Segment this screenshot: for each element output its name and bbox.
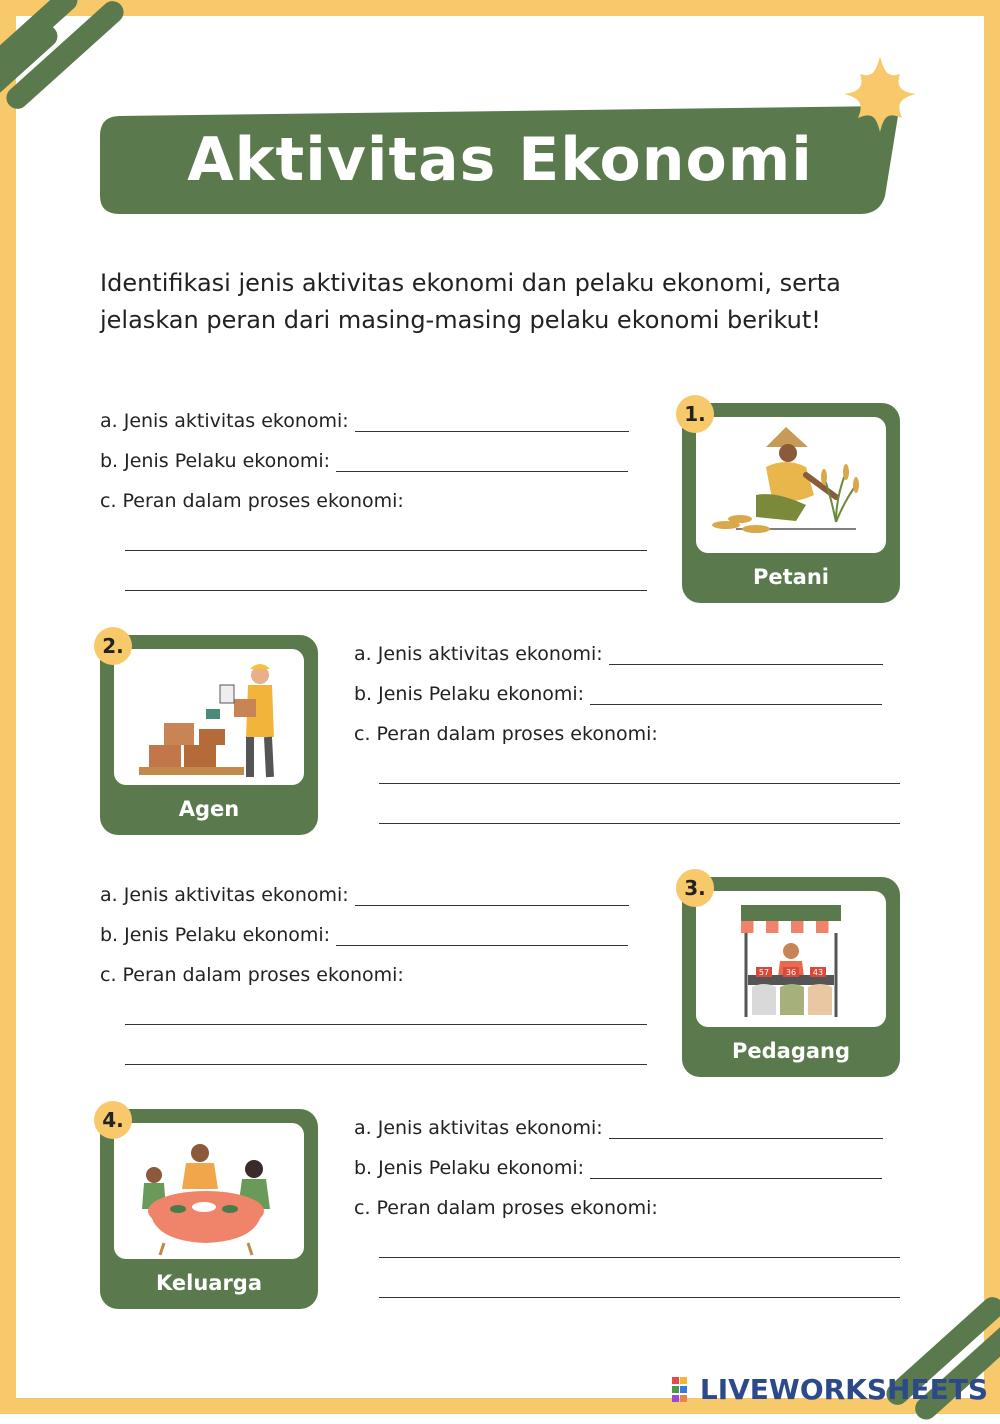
card-caption: Petani xyxy=(753,565,829,589)
delivery-agent-illustration xyxy=(114,649,304,785)
card-keluarga xyxy=(100,1109,318,1309)
card-caption: Pedagang xyxy=(731,1039,851,1063)
question-block-3 xyxy=(100,884,650,1084)
answer-field-actor[interactable] xyxy=(336,945,628,946)
question-block-1 xyxy=(100,410,650,610)
question-a-label: a. Jenis aktivitas ekonomi: xyxy=(354,1117,603,1139)
answer-field-role-line-1[interactable] xyxy=(379,1257,900,1258)
question-block-4 xyxy=(354,1117,904,1317)
answer-field-role-line-2[interactable] xyxy=(379,1297,900,1298)
card-agen xyxy=(100,635,318,835)
question-c-label: c. Peran dalam proses ekonomi: xyxy=(354,723,658,745)
question-b-label: b. Jenis Pelaku ekonomi: xyxy=(100,450,331,472)
answer-field-actor[interactable] xyxy=(590,704,882,705)
question-b-label: b. Jenis Pelaku ekonomi: xyxy=(354,683,585,705)
liveworksheets-watermark xyxy=(672,1373,988,1406)
answer-field-role-line-2[interactable] xyxy=(125,590,647,591)
question-c-label: c. Peran dalam proses ekonomi: xyxy=(354,1197,658,1219)
svg-text:57: 57 xyxy=(758,968,770,977)
answer-field-actor[interactable] xyxy=(590,1178,882,1179)
answer-field-activity[interactable] xyxy=(609,664,883,665)
liveworksheets-logo-icon xyxy=(672,1377,696,1403)
page-title: Aktivitas Ekonomi xyxy=(187,125,813,195)
answer-field-activity[interactable] xyxy=(355,905,629,906)
answer-field-actor[interactable] xyxy=(336,471,628,472)
card-number-badge: 1. xyxy=(676,395,714,433)
market-vendor-illustration xyxy=(696,891,886,1027)
answer-field-role-line-2[interactable] xyxy=(125,1064,647,1065)
card-petani xyxy=(682,403,900,603)
question-block-2 xyxy=(354,643,904,843)
instructions: Identifikasi jenis aktivitas ekonomi dan pelaku ekonomi, serta jelaskan peran dari masing-masing pelaku ekonomi berikut! xyxy=(100,269,841,334)
card-caption: Agen xyxy=(178,797,240,821)
watermark-text: LIVEWORKSHEETS xyxy=(699,1373,988,1406)
card-number-badge: 4. xyxy=(94,1101,132,1139)
answer-field-role-line-2[interactable] xyxy=(379,823,900,824)
card-number-badge: 3. xyxy=(676,869,714,907)
question-c-label: c. Peran dalam proses ekonomi: xyxy=(100,490,404,512)
family-meal-illustration xyxy=(114,1123,304,1259)
question-c-label: c. Peran dalam proses ekonomi: xyxy=(100,964,404,986)
card-number-badge: 2. xyxy=(94,627,132,665)
svg-text:43: 43 xyxy=(812,968,824,977)
card-caption: Keluarga xyxy=(155,1271,263,1295)
question-b-label: b. Jenis Pelaku ekonomi: xyxy=(100,924,331,946)
answer-field-activity[interactable] xyxy=(355,431,629,432)
question-a-label: a. Jenis aktivitas ekonomi: xyxy=(100,884,349,906)
answer-field-role-line-1[interactable] xyxy=(379,783,900,784)
answer-field-role-line-1[interactable] xyxy=(125,1024,647,1025)
card-pedagang xyxy=(682,877,900,1077)
question-b-label: b. Jenis Pelaku ekonomi: xyxy=(354,1157,585,1179)
question-a-label: a. Jenis aktivitas ekonomi: xyxy=(100,410,349,432)
answer-field-activity[interactable] xyxy=(609,1138,883,1139)
svg-text:36: 36 xyxy=(785,968,797,977)
answer-field-role-line-1[interactable] xyxy=(125,550,647,551)
corner-stroke-top-left xyxy=(0,0,140,110)
farmer-illustration xyxy=(696,417,886,553)
question-a-label: a. Jenis aktivitas ekonomi: xyxy=(354,643,603,665)
